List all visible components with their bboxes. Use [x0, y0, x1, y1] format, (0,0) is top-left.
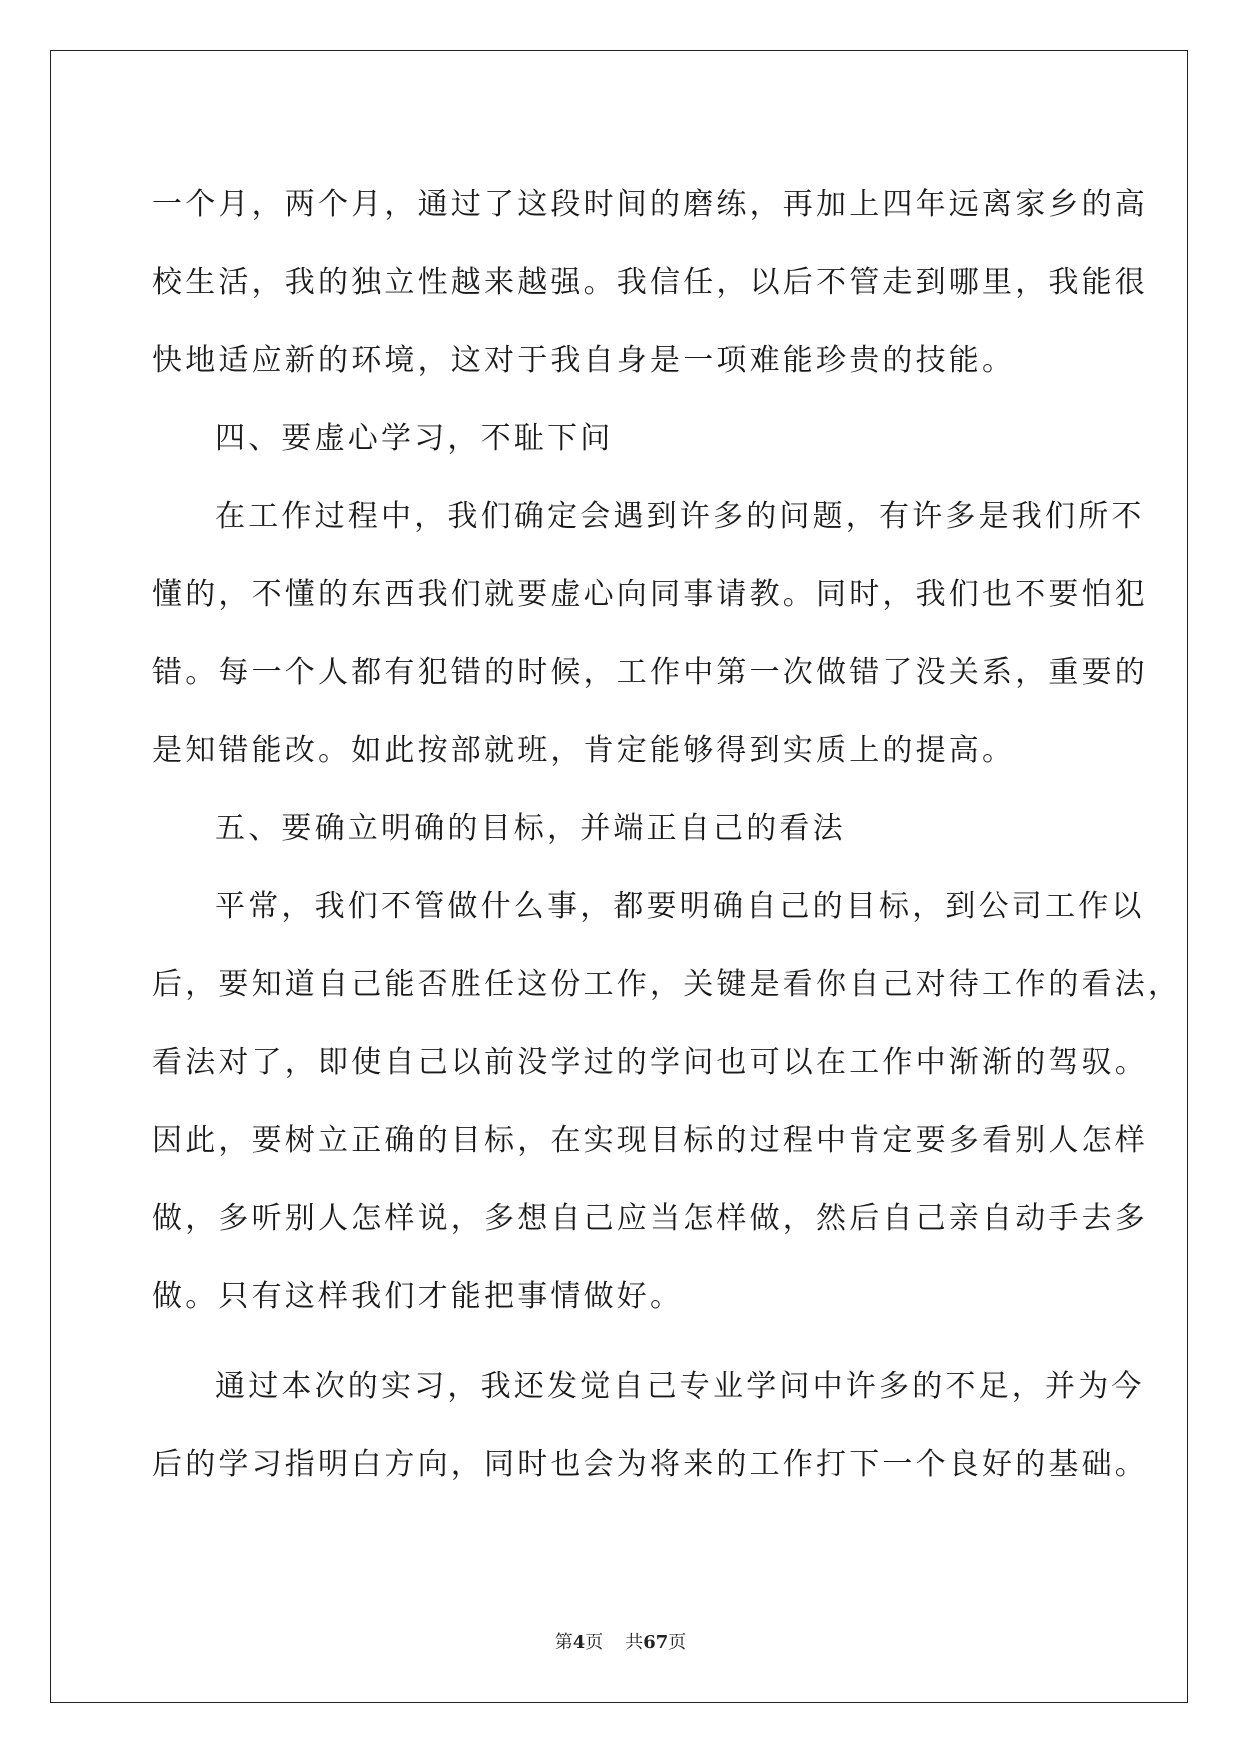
- total-pages: 67: [643, 1632, 669, 1653]
- paragraph-line: 因此，要树立正确的目标，在实现目标的过程中肯定要多看别人怎样: [152, 1123, 1148, 1158]
- paragraph-line: 看法对了，即使自己以前没学过的学问也可以在工作中渐渐的驾驭。: [152, 1045, 1148, 1080]
- paragraph-line: 快地适应新的环境，这对于我自身是一项难能珍贵的技能。: [152, 343, 1016, 378]
- page-footer: [0, 1628, 1241, 1654]
- total-unit: 页: [668, 1632, 687, 1653]
- total-prefix: 共: [625, 1632, 644, 1653]
- paragraph-line: 做。只有这样我们才能把事情做好。: [152, 1279, 684, 1314]
- paragraph-line: 后，要知道自己能否胜任这份工作，关键是看你自己对待工作的看法，: [152, 967, 1182, 1002]
- paragraph-line: 一个月，两个月，通过了这段时间的磨练，再加上四年远离家乡的高: [152, 187, 1148, 222]
- paragraph-spacer: [152, 1336, 1097, 1348]
- paragraph-line: 做，多听别人怎样说，多想自己应当怎样做，然后自己亲自动手去多: [152, 1201, 1148, 1236]
- paragraph-line: 平常，我们不管做什么事，都要明确自己的目标，到公司工作以: [215, 889, 1145, 924]
- page-unit: 页: [585, 1632, 604, 1653]
- paragraph-line: 懂的，不懂的东西我们就要虚心向同事请教。同时，我们也不要怕犯: [152, 577, 1148, 612]
- paragraph-line: 是知错能改。如此按部就班，肯定能够得到实质上的提高。: [152, 733, 1016, 768]
- document-body: [152, 166, 1182, 1504]
- paragraph-line: 通过本次的实习，我还发觉自己专业学问中许多的不足，并为今: [215, 1369, 1145, 1404]
- section-heading: 五、要确立明确的目标，并端正自己的看法: [215, 811, 846, 846]
- paragraph-line: 在工作过程中，我们确定会遇到许多的问题，有许多是我们所不: [215, 499, 1145, 534]
- paragraph-line: 后的学习指明白方向，同时也会为将来的工作打下一个良好的基础。: [152, 1447, 1148, 1482]
- paragraph-line: 错。每一个人都有犯错的时候，工作中第一次做错了没关系，重要的: [152, 655, 1148, 690]
- paragraph-line: 校生活，我的独立性越来越强。我信任，以后不管走到哪里，我能很: [152, 265, 1148, 300]
- section-heading: 四、要虚心学习，不耻下问: [215, 421, 614, 456]
- page-prefix: 第: [554, 1632, 573, 1653]
- page-number: 4: [572, 1632, 586, 1653]
